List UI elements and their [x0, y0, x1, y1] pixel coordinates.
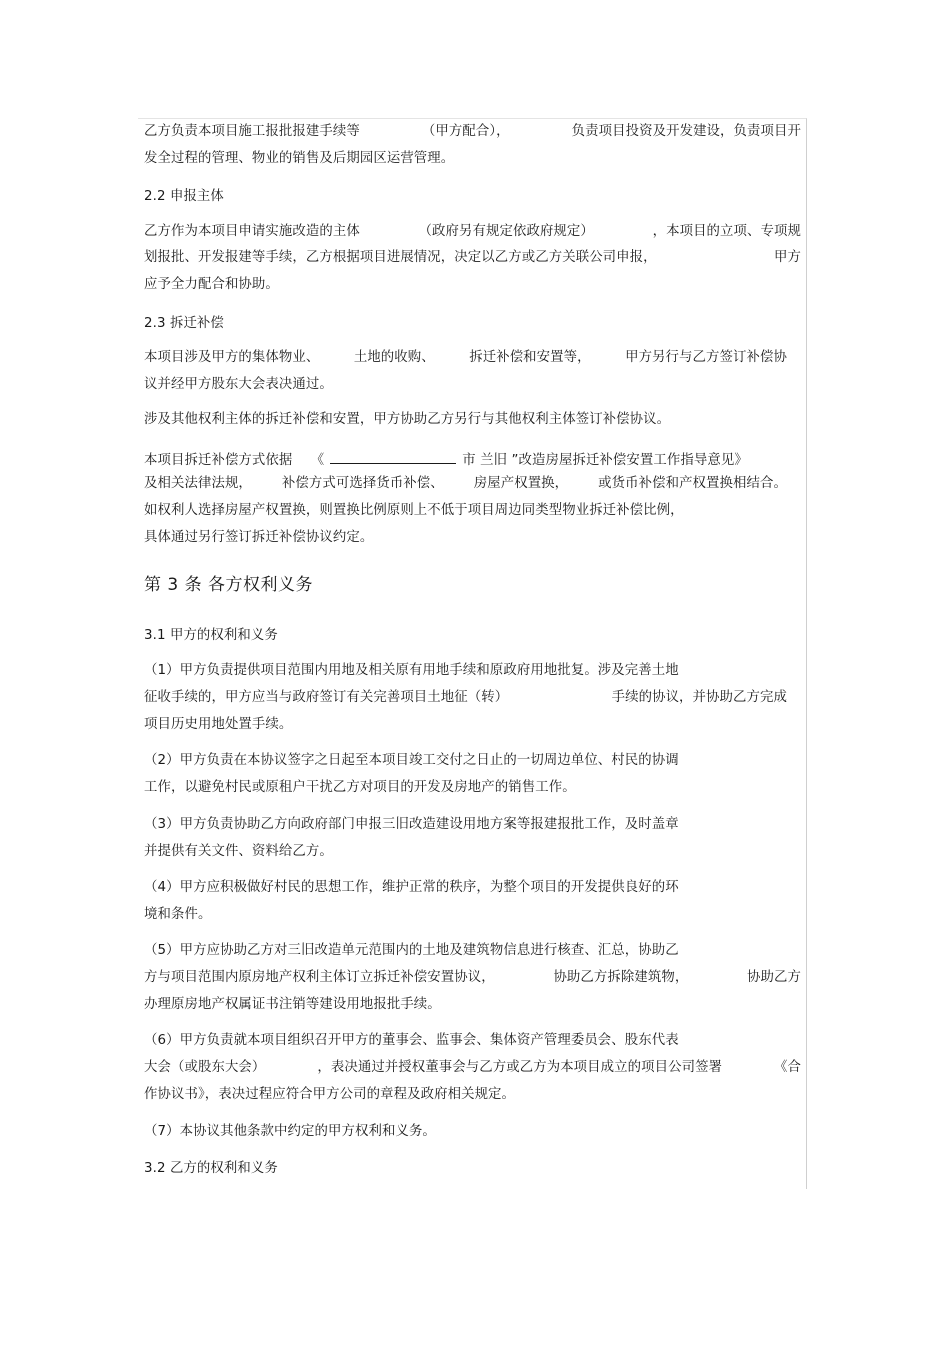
paragraph-line: [144, 250, 801, 266]
section-heading: 2.2 申报主体: [144, 189, 224, 204]
text-segment: 土地的收购、: [353, 350, 435, 365]
paragraph-line: [144, 450, 748, 469]
article-title: 第 3 条 各方权利义务: [144, 575, 314, 595]
text-segment: 征收手续的，甲方应当与政府签订有关完善项目土地征（转）: [144, 690, 509, 705]
text-segment: ，本项目的立项、专项规: [652, 224, 801, 239]
text-segment: 大会（或股东大会）: [144, 1060, 266, 1075]
paragraph-line: 具体通过另行签订拆迁补偿协议约定。: [144, 530, 374, 545]
text-segment: 市 兰旧 ”改造房屋拆迁补偿安置工作指导意见》: [462, 453, 748, 468]
list-item-line: （3）甲方负责协助乙方向政府部门申报三旧改造建设用地方案等报建报批工作，及时盖章: [144, 817, 679, 832]
text-segment: 补偿方式可选择货币补偿、: [281, 476, 444, 491]
text-segment: 本项目拆迁补偿方式依据: [144, 453, 293, 468]
paragraph-line: [144, 476, 787, 492]
list-item-line: [144, 970, 801, 986]
list-item-line: 作协议书》，表决过程应符合甲方公司的章程及政府相关规定。: [144, 1087, 516, 1102]
section-heading: 2.3 拆迁补偿: [144, 316, 224, 331]
list-item-line: （7）本协议其他条款中约定的甲方权利和义务。: [144, 1124, 436, 1139]
list-item-line: 并提供有关文件、资料给乙方。: [144, 844, 333, 859]
fill-in-blank: [330, 450, 456, 464]
paragraph-line: 如权利人选择房屋产权置换，则置换比例原则上不低于项目周边同类型物业拆迁补偿比例，: [144, 503, 684, 518]
list-item-line: （2）甲方负责在本协议签字之日起至本项目竣工交付之日止的一切周边单位、村民的协调: [144, 753, 679, 768]
text-segment: 房屋产权置换，: [473, 476, 569, 491]
text-segment: 及相关法律法规，: [144, 476, 252, 491]
paragraph-line: 涉及其他权利主体的拆迁补偿和安置，甲方协助乙方另行与其他权利主体签订补偿协议。: [144, 412, 671, 427]
list-item-line: 境和条件。: [144, 907, 212, 922]
list-item-line: [144, 1060, 801, 1076]
text-segment: 方与项目范围内原房地产权利主体订立拆迁补偿安置协议，: [144, 970, 495, 985]
text-segment: 甲方: [774, 250, 801, 265]
list-item-line: 项目历史用地处置手续。: [144, 717, 293, 732]
list-item-line: （4）甲方应积极做好村民的思想工作，维护正常的秩序，为整个项目的开发提供良好的环: [144, 880, 679, 895]
text-segment: （甲方配合），: [421, 124, 510, 139]
text-segment: 手续的协议，并协助乙方完成: [611, 690, 787, 705]
text-segment: ，表决通过并授权董事会与乙方或乙方为本项目成立的项目公司签署: [317, 1060, 723, 1075]
text-segment: 乙方负责本项目施工报批报建手续等: [144, 124, 360, 139]
text-segment: 协助乙方: [747, 970, 801, 985]
text-segment: 本项目涉及甲方的集体物业、: [144, 350, 320, 365]
text-segment: 协助乙方拆除建筑物，: [553, 970, 689, 985]
list-item-line: 办理原房地产权属证书注销等建设用地报批手续。: [144, 997, 441, 1012]
text-segment: （政府另有规定依政府规定）: [418, 224, 594, 239]
text-segment: 负责项目投资及开发建设，负责项目开: [571, 124, 801, 139]
text-segment: 划报批、开发报建等手续，乙方根据项目进展情况，决定以乙方或乙方关联公司申报，: [144, 250, 657, 265]
paragraph-line: [144, 224, 801, 240]
paragraph-line: 议并经甲方股东大会表决通过。: [144, 377, 333, 392]
list-item-line: （5）甲方应协助乙方对三旧改造单元范围内的土地及建筑物信息进行核查、汇总，协助乙: [144, 943, 679, 958]
paragraph-line: [144, 350, 787, 366]
list-item-line: （6）甲方负责就本项目组织召开甲方的董事会、监事会、集体资产管理委员会、股东代表: [144, 1033, 679, 1048]
text-segment: 《合: [774, 1060, 801, 1075]
list-item-line: 工作，以避免村民或原租户干扰乙方对项目的开发及房地产的销售工作。: [144, 780, 576, 795]
section-heading: 3.2 乙方的权利和义务: [144, 1161, 278, 1176]
text-segment: 拆迁补偿和安置等，: [469, 350, 591, 365]
text-segment: 《: [310, 453, 325, 468]
section-heading: 3.1 甲方的权利和义务: [144, 628, 278, 643]
paragraph-line: 应予全力配合和协助。: [144, 277, 279, 292]
paragraph-line: 发全过程的管理、物业的销售及后期园区运营管理。: [144, 151, 455, 166]
text-segment: 乙方作为本项目申请实施改造的主体: [144, 224, 360, 239]
paragraph-line: [144, 124, 801, 140]
text-segment: 甲方另行与乙方签订补偿协: [625, 350, 787, 365]
list-item-line: [144, 690, 787, 706]
text-segment: 或货币补偿和产权置换相结合。: [598, 476, 787, 491]
list-item-line: （1）甲方负责提供项目范围内用地及相关原有用地手续和原政府用地批复。涉及完善土地: [144, 663, 679, 678]
